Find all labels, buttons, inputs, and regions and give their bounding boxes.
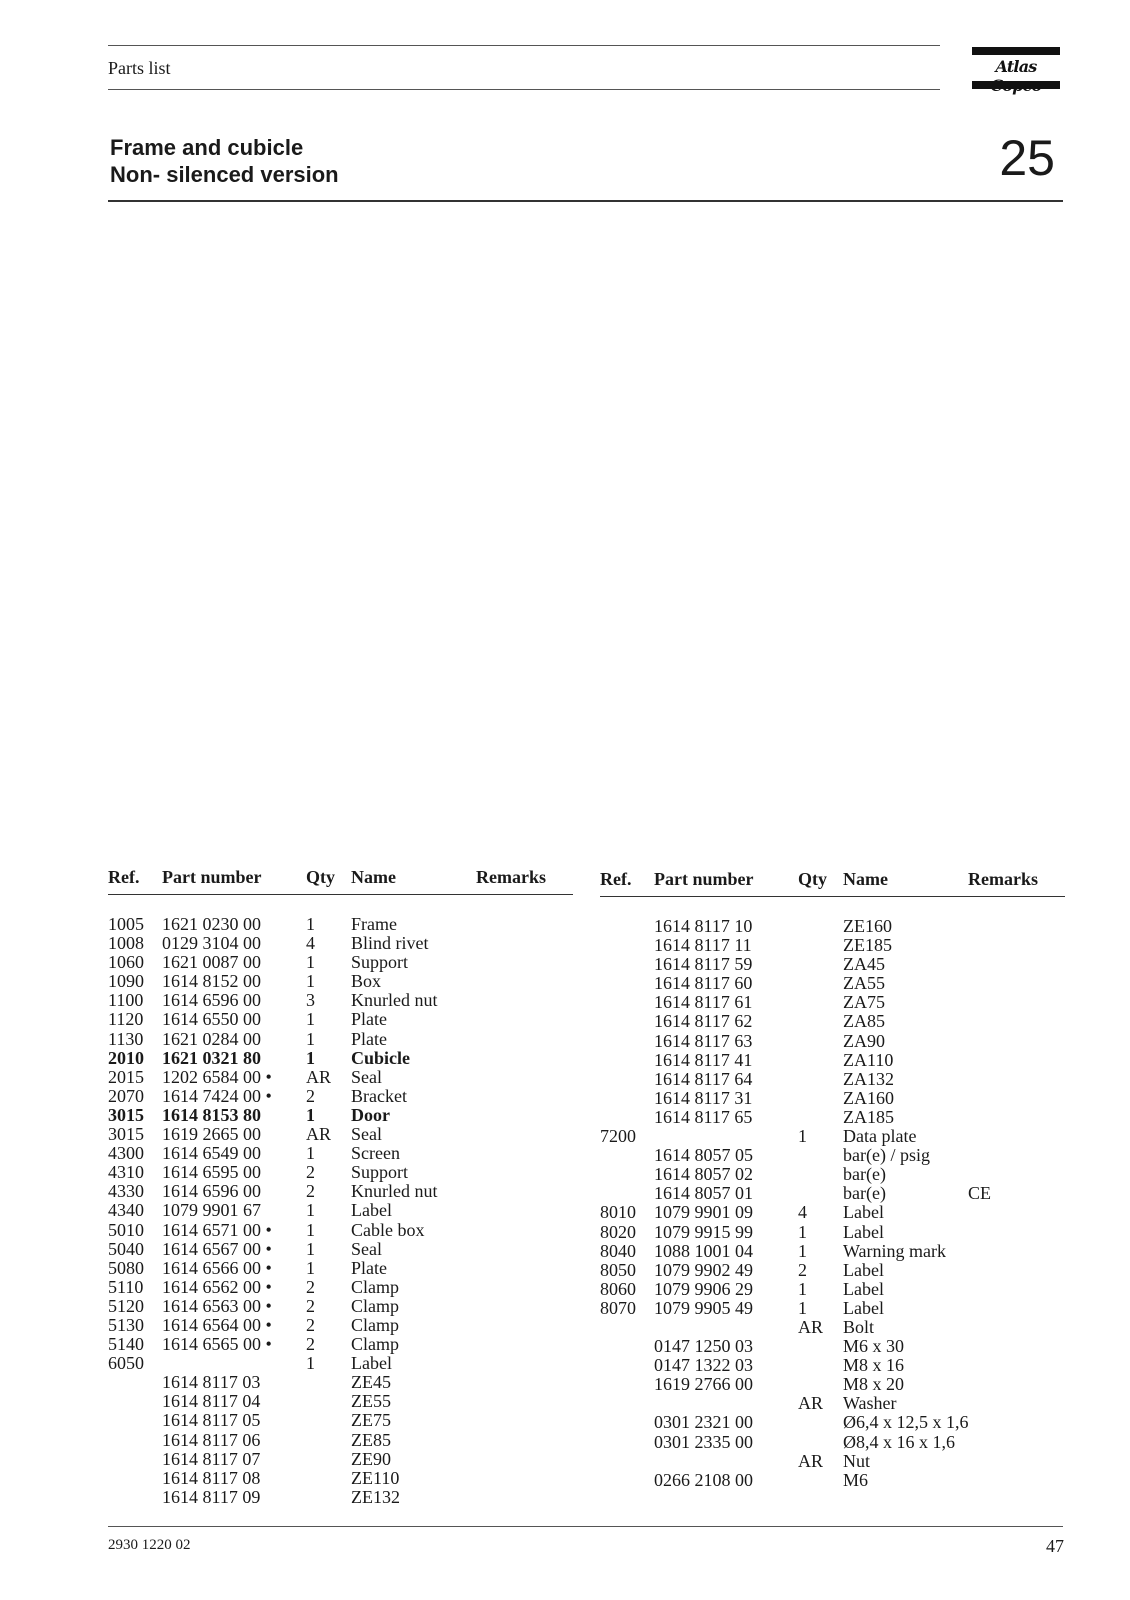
cell-qty: AR — [306, 1124, 332, 1145]
header-rule-bottom — [108, 89, 940, 90]
table-header — [600, 869, 1065, 891]
cell-part-number: 1614 8057 05 — [654, 1145, 753, 1166]
cell-name: Warning mark — [843, 1240, 947, 1261]
cell-ref: 8010 — [600, 1202, 636, 1223]
cell-part-number: 0147 1250 03 — [654, 1336, 753, 1357]
cell-qty: 4 — [306, 933, 315, 954]
parts-table-left — [108, 867, 573, 1507]
cell-qty: 1 — [306, 1219, 315, 1240]
cell-part-number: 1614 6562 00 • — [162, 1276, 272, 1297]
cell-name: ZA110 — [843, 1049, 894, 1070]
cell-qty: 1 — [306, 1143, 315, 1164]
cell-part-number: 1614 8153 80 — [162, 1104, 261, 1125]
cell-part-number: 1614 8117 05 — [162, 1410, 261, 1431]
cell-qty: AR — [798, 1450, 824, 1471]
cell-part-number: 0147 1322 03 — [654, 1355, 753, 1376]
cell-ref: 3015 — [108, 1124, 144, 1145]
cell-part-number: 1619 2665 00 — [162, 1124, 261, 1145]
cell-qty: 2 — [306, 1276, 315, 1297]
page-title — [110, 134, 339, 188]
header-name: Name — [351, 867, 396, 887]
cell-name: Label — [351, 1353, 392, 1374]
cell-part-number: 1614 8117 62 — [654, 1011, 753, 1032]
cell-part-number: 1079 9906 29 — [654, 1278, 753, 1299]
cell-qty: 1 — [798, 1278, 807, 1299]
cell-name: Clamp — [351, 1295, 399, 1316]
cell-part-number: 1614 6563 00 • — [162, 1295, 272, 1316]
cell-name: Screen — [351, 1143, 400, 1164]
cell-ref: 5130 — [108, 1314, 144, 1335]
cell-name: ZE160 — [843, 916, 892, 936]
cell-name: Frame — [351, 914, 397, 934]
cell-name: Box — [351, 971, 382, 992]
header-name: Name — [843, 869, 888, 889]
cell-ref: 8050 — [600, 1259, 636, 1280]
cell-name: bar(e) / psig — [843, 1145, 930, 1166]
header-rule — [600, 896, 1065, 897]
cell-ref: 5010 — [108, 1219, 144, 1240]
cell-ref: 1008 — [108, 933, 144, 954]
cell-part-number: 1614 8117 31 — [654, 1087, 753, 1108]
header-ref: Ref. — [108, 867, 140, 887]
cell-part-number: 1079 9901 67 — [162, 1200, 261, 1221]
cell-name: Data plate — [843, 1126, 917, 1147]
cell-qty: 3 — [306, 990, 315, 1011]
cell-ref: 1120 — [108, 1009, 144, 1030]
cell-ref: 8060 — [600, 1278, 636, 1299]
cell-part-number: 1614 6567 00 • — [162, 1238, 272, 1259]
header-ref: Ref. — [600, 869, 632, 889]
cell-name: Cable box — [351, 1219, 425, 1240]
cell-qty: 1 — [306, 1028, 315, 1049]
cell-qty: 2 — [306, 1314, 315, 1335]
cell-qty: 1 — [798, 1221, 807, 1242]
cell-part-number: 1614 8117 10 — [654, 916, 753, 936]
cell-name: Blind rivet — [351, 933, 429, 954]
cell-name: Clamp — [351, 1334, 399, 1355]
cell-ref: 8040 — [600, 1240, 636, 1261]
cell-part-number: 1614 6566 00 • — [162, 1257, 272, 1278]
cell-part-number: 1614 8117 06 — [162, 1429, 261, 1450]
cell-name: Bolt — [843, 1316, 875, 1337]
cell-name: ZE185 — [843, 935, 892, 956]
cell-ref: 4310 — [108, 1162, 144, 1183]
cell-ref: 1090 — [108, 971, 144, 992]
cell-ref: 2010 — [108, 1047, 144, 1068]
cell-name: ZE75 — [351, 1410, 391, 1431]
cell-part-number: 1614 6549 00 — [162, 1143, 261, 1164]
section-number: 25 — [999, 130, 1055, 186]
cell-name: M8 x 20 — [843, 1374, 905, 1395]
cell-name: Seal — [351, 1238, 382, 1259]
cell-name: Support — [351, 952, 409, 973]
cell-ref: 7200 — [600, 1126, 636, 1147]
cell-name: ZE55 — [351, 1391, 391, 1412]
cell-name: bar(e) — [843, 1164, 886, 1185]
cell-name: Clamp — [351, 1276, 399, 1297]
cell-part-number: 1621 0321 80 — [162, 1047, 261, 1068]
cell-qty: 2 — [306, 1162, 315, 1183]
title-line-1: Frame and cubicle — [110, 135, 304, 160]
logo-wordmark: Atlas — [995, 57, 1037, 76]
cell-ref: 4340 — [108, 1200, 144, 1221]
cell-part-number: 1614 8117 61 — [654, 992, 753, 1013]
cell-part-number: 1614 8117 64 — [654, 1068, 753, 1089]
cell-name: Plate — [351, 1009, 387, 1030]
page-number: 47 — [1046, 1536, 1064, 1556]
logo-bar-top — [972, 47, 1060, 55]
cell-name: ZA132 — [843, 1068, 894, 1089]
cell-qty: 4 — [798, 1202, 807, 1223]
cell-part-number: 1614 6564 00 • — [162, 1314, 272, 1335]
cell-qty: AR — [798, 1316, 824, 1337]
header-rule — [108, 894, 573, 895]
cell-part-number: 1079 9905 49 — [654, 1297, 753, 1318]
cell-name: ZA55 — [843, 973, 885, 994]
cell-qty: 1 — [306, 1257, 315, 1278]
cell-name: ZA160 — [843, 1087, 894, 1108]
cell-part-number: 1614 8152 00 — [162, 971, 261, 992]
cell-name: Bracket — [351, 1085, 407, 1106]
cell-name: ZE110 — [351, 1467, 400, 1488]
cell-part-number: 1614 6596 00 — [162, 990, 261, 1011]
cell-qty: AR — [798, 1393, 824, 1414]
cell-part-number: 1088 1001 04 — [654, 1240, 753, 1261]
cell-ref: 2070 — [108, 1085, 144, 1106]
cell-name: ZA85 — [843, 1011, 885, 1032]
cell-part-number: 1614 8117 59 — [654, 954, 753, 975]
cell-name: ZA75 — [843, 992, 885, 1013]
cell-ref: 1005 — [108, 914, 144, 934]
header-remarks: Remarks — [968, 869, 1038, 889]
cell-part-number: 1614 6596 00 — [162, 1181, 261, 1202]
cell-ref: 3015 — [108, 1104, 144, 1125]
cell-qty: 2 — [306, 1181, 315, 1202]
cell-part-number: 1079 9901 09 — [654, 1202, 753, 1223]
header-qty: Qty — [306, 867, 335, 887]
cell-qty: 2 — [306, 1085, 315, 1106]
title-rule — [108, 200, 1063, 202]
cell-qty: 1 — [306, 1047, 315, 1068]
cell-name: Support — [351, 1162, 409, 1183]
cell-part-number: 1614 7424 00 • — [162, 1085, 272, 1106]
cell-part-number: 1614 8117 07 — [162, 1448, 261, 1469]
cell-part-number: 1614 8117 11 — [654, 935, 752, 956]
cell-part-number: 0129 3104 00 — [162, 933, 261, 954]
cell-name: ZE90 — [351, 1448, 391, 1469]
cell-part-number: 1621 0087 00 — [162, 952, 261, 973]
cell-name: Plate — [351, 1257, 387, 1278]
cell-part-number: 1621 0230 00 — [162, 914, 261, 934]
cell-part-number: 1079 9915 99 — [654, 1221, 753, 1242]
cell-ref: 5110 — [108, 1276, 144, 1297]
cell-ref: 6050 — [108, 1353, 144, 1374]
cell-qty: 1 — [306, 1009, 315, 1030]
cell-ref: 5080 — [108, 1257, 144, 1278]
logo-bar-bottom — [972, 81, 1060, 89]
cell-qty: 1 — [798, 1240, 807, 1261]
cell-name: Clamp — [351, 1314, 399, 1335]
header-part-number: Part number — [654, 869, 754, 889]
cell-qty: 1 — [306, 1104, 315, 1125]
cell-ref: 1100 — [108, 990, 144, 1011]
cell-qty: 1 — [306, 914, 315, 934]
cell-part-number: 1079 9902 49 — [654, 1259, 753, 1280]
parts-table-right — [600, 869, 1065, 1490]
cell-ref: 8070 — [600, 1297, 636, 1318]
cell-name: Label — [843, 1202, 884, 1223]
cell-part-number: 1614 8117 03 — [162, 1372, 261, 1393]
cell-ref: 5120 — [108, 1295, 144, 1316]
cell-name: Seal — [351, 1124, 382, 1145]
cell-part-number: 1619 2766 00 — [654, 1374, 753, 1395]
cell-qty: 2 — [306, 1334, 315, 1355]
cell-ref: 4330 — [108, 1181, 144, 1202]
cell-ref: 1130 — [108, 1028, 144, 1049]
cell-ref: 1060 — [108, 952, 144, 973]
cell-qty: 2 — [306, 1295, 315, 1316]
cell-name: bar(e) — [843, 1183, 886, 1204]
cell-qty: 1 — [306, 1353, 315, 1374]
cell-part-number: 1614 8057 01 — [654, 1183, 753, 1204]
brand-logo — [972, 45, 1060, 90]
cell-name: Cubicle — [351, 1047, 411, 1068]
cell-name: M8 x 16 — [843, 1355, 905, 1376]
cell-part-number: 1614 8117 63 — [654, 1030, 753, 1051]
cell-name: Seal — [351, 1066, 382, 1087]
cell-part-number: 1614 8117 09 — [162, 1486, 261, 1507]
cell-qty: AR — [306, 1066, 332, 1087]
cell-qty: 1 — [306, 971, 315, 992]
cell-qty: 1 — [306, 1200, 315, 1221]
cell-name: Label — [843, 1259, 884, 1280]
cell-name: Label — [843, 1221, 884, 1242]
cell-name: Label — [843, 1297, 884, 1318]
cell-part-number: 1614 6571 00 • — [162, 1219, 272, 1240]
cell-name: Nut — [843, 1450, 870, 1471]
cell-qty: 1 — [798, 1297, 807, 1318]
cell-qty: 1 — [306, 952, 315, 973]
cell-ref: 8020 — [600, 1221, 636, 1242]
cell-part-number: 1614 6565 00 • — [162, 1334, 272, 1355]
cell-ref: 2015 — [108, 1066, 144, 1087]
cell-part-number: 1614 8117 60 — [654, 973, 753, 994]
cell-name: Label — [351, 1200, 392, 1221]
header-part-number: Part number — [162, 867, 262, 887]
cell-name: Knurled nut — [351, 990, 438, 1011]
header-rule-top — [108, 45, 940, 46]
cell-name: Door — [351, 1104, 390, 1125]
header-qty: Qty — [798, 869, 827, 889]
cell-name: Knurled nut — [351, 1181, 438, 1202]
cell-name: ZE45 — [351, 1372, 391, 1393]
cell-remarks: CE — [968, 1183, 992, 1204]
cell-name: ZE85 — [351, 1429, 391, 1450]
cell-name: M6 — [843, 1469, 869, 1490]
cell-name: Washer — [843, 1393, 897, 1414]
cell-qty: 2 — [798, 1259, 807, 1280]
cell-name: ZA185 — [843, 1106, 894, 1127]
cell-part-number: 1614 8117 08 — [162, 1467, 261, 1488]
cell-ref: 5040 — [108, 1238, 144, 1259]
cell-ref: 5140 — [108, 1334, 144, 1355]
table-header — [108, 867, 573, 889]
cell-part-number: 1202 6584 00 • — [162, 1066, 272, 1087]
header-remarks: Remarks — [476, 867, 546, 887]
document-number: 2930 1220 02 — [108, 1537, 191, 1553]
cell-qty: 1 — [798, 1126, 807, 1147]
cell-part-number: 1614 6595 00 — [162, 1162, 261, 1183]
cell-part-number: 1614 6550 00 — [162, 1009, 261, 1030]
cell-part-number: 1614 8117 04 — [162, 1391, 261, 1412]
header-label: Parts list — [108, 58, 171, 78]
cell-name: Ø6,4 x 12,5 x 1,6 — [843, 1412, 969, 1433]
cell-part-number: 0266 2108 00 — [654, 1469, 753, 1490]
cell-part-number: 1614 8117 41 — [654, 1049, 753, 1070]
cell-ref: 4300 — [108, 1143, 144, 1164]
cell-name: M6 x 30 — [843, 1336, 905, 1357]
cell-name: ZA45 — [843, 954, 885, 975]
cell-part-number: 1614 8117 65 — [654, 1106, 753, 1127]
cell-name: ZE132 — [351, 1486, 400, 1507]
cell-part-number: 1614 8057 02 — [654, 1164, 753, 1185]
cell-part-number: 1621 0284 00 — [162, 1028, 261, 1049]
title-line-2: Non- silenced version — [110, 162, 339, 187]
cell-name: Label — [843, 1278, 884, 1299]
cell-part-number: 0301 2321 00 — [654, 1412, 753, 1433]
cell-name: Plate — [351, 1028, 387, 1049]
cell-name: Ø8,4 x 16 x 1,6 — [843, 1431, 955, 1452]
cell-part-number: 0301 2335 00 — [654, 1431, 753, 1452]
footer-rule — [108, 1526, 1063, 1527]
cell-qty: 1 — [306, 1238, 315, 1259]
cell-name: ZA90 — [843, 1030, 885, 1051]
